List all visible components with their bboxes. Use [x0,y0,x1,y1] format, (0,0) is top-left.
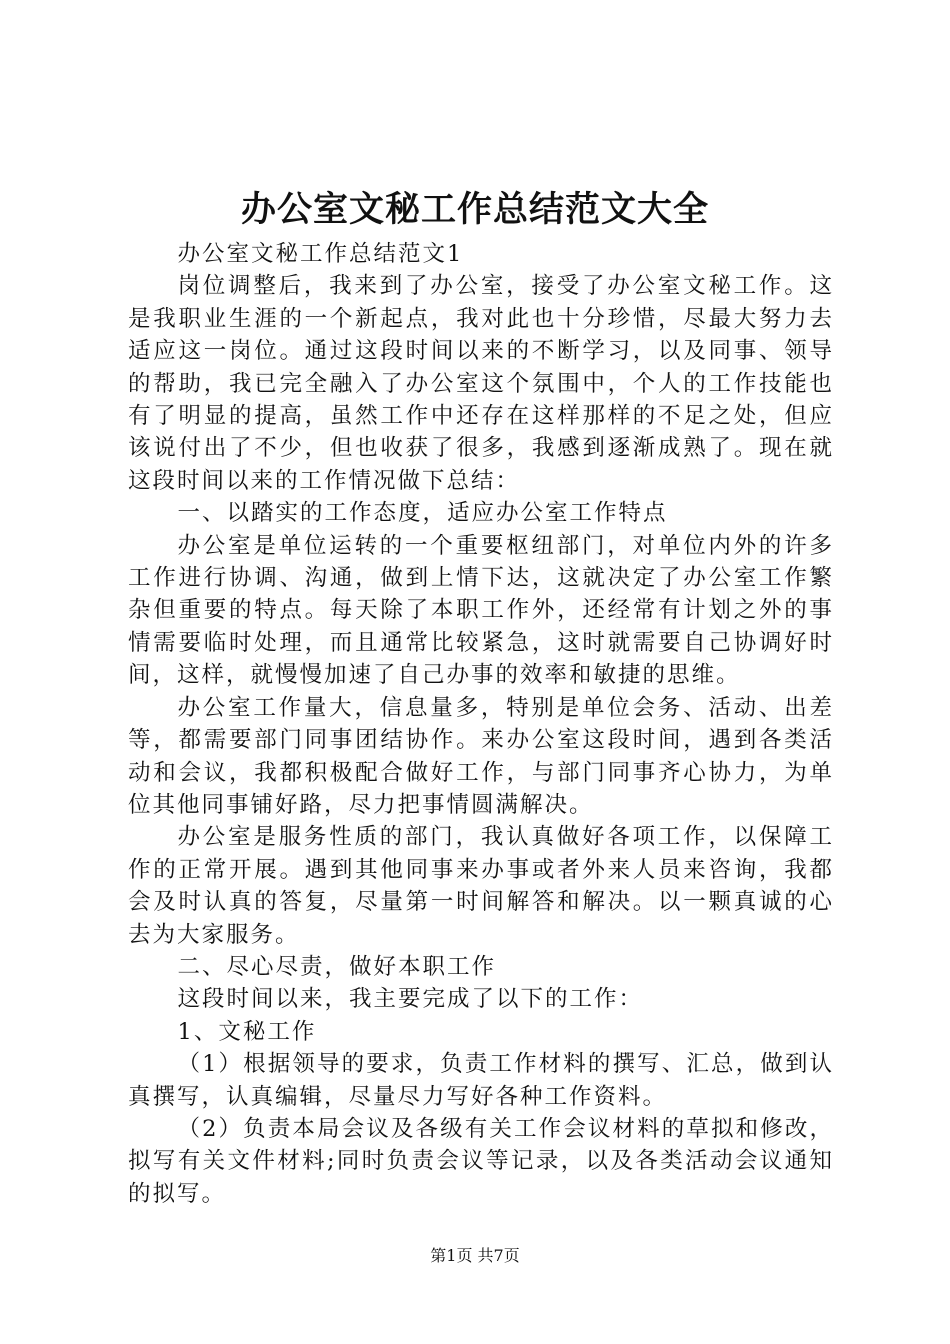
document-title: 办公室文秘工作总结范文大全 [240,189,709,230]
paragraph: 办公室工作量大，信息量多，特别是单位会务、活动、出差等，都需要部门同事团结协作。来办公室这段时间，遇到各类活动和会议，我都积极配合做好工作，与部门同事齐心协力，为单位其他同事铺好路，尽力把事情圆满解决。 [128,694,834,818]
subsection-heading: 1、文秘工作 [177,1018,317,1045]
document-body [128,238,834,1210]
section-heading: 办公室文秘工作总结范文1 [177,241,464,267]
section-heading: 一、以踏实的工作态度，适应办公室工作特点 [177,500,668,527]
paragraph: （1）根据领导的要求，负责工作材料的撰写、汇总，做到认真撰写，认真编辑，尽量尽力写好各种工作资料。 [128,1051,834,1110]
paragraph: 办公室是单位运转的一个重要枢纽部门，对单位内外的许多工作进行协调、沟通，做到上情下达，这就决定了办公室工作繁杂但重要的特点。每天除了本职工作外，还经常有计划之外的事情需要临时处理，而且通常比较紧急，这时就需要自己协调好时间，这样，就慢慢加速了自己办事的效率和敏捷的思维。 [128,532,834,689]
paragraph: 这段时间以来，我主要完成了以下的工作： [177,986,644,1013]
paragraph: （2）负责本局会议及各级有关工作会议材料的草拟和修改，拟写有关文件材料;同时负责会议等记录，以及各类活动会议通知的拟写。 [128,1115,834,1207]
page-footer: 第1页 共7页 [430,1246,520,1265]
section-heading: 二、尽心尽责，做好本职工作 [177,953,497,980]
paragraph: 岗位调整后，我来到了办公室，接受了办公室文秘工作。这是我职业生涯的一个新起点，我对此也十分珍惜，尽最大努力去适应这一岗位。通过这段时间以来的不断学习，以及同事、领导的帮助，我已完全融入了办公室这个氛围中，个人的工作技能也有了明显的提高，虽然工作中还存在这样那样的不足之处，但应该说付出了不少，但也收获了很多，我感到逐渐成熟了。现在就这段时间以来的工作情况做下总结： [128,273,834,494]
paragraph: 办公室是服务性质的部门，我认真做好各项工作，以保障工作的正常开展。遇到其他同事来办事或者外来人员来咨询，我都会及时认真的答复，尽量第一时间解答和解决。以一颗真诚的心去为大家服务。 [128,824,834,948]
